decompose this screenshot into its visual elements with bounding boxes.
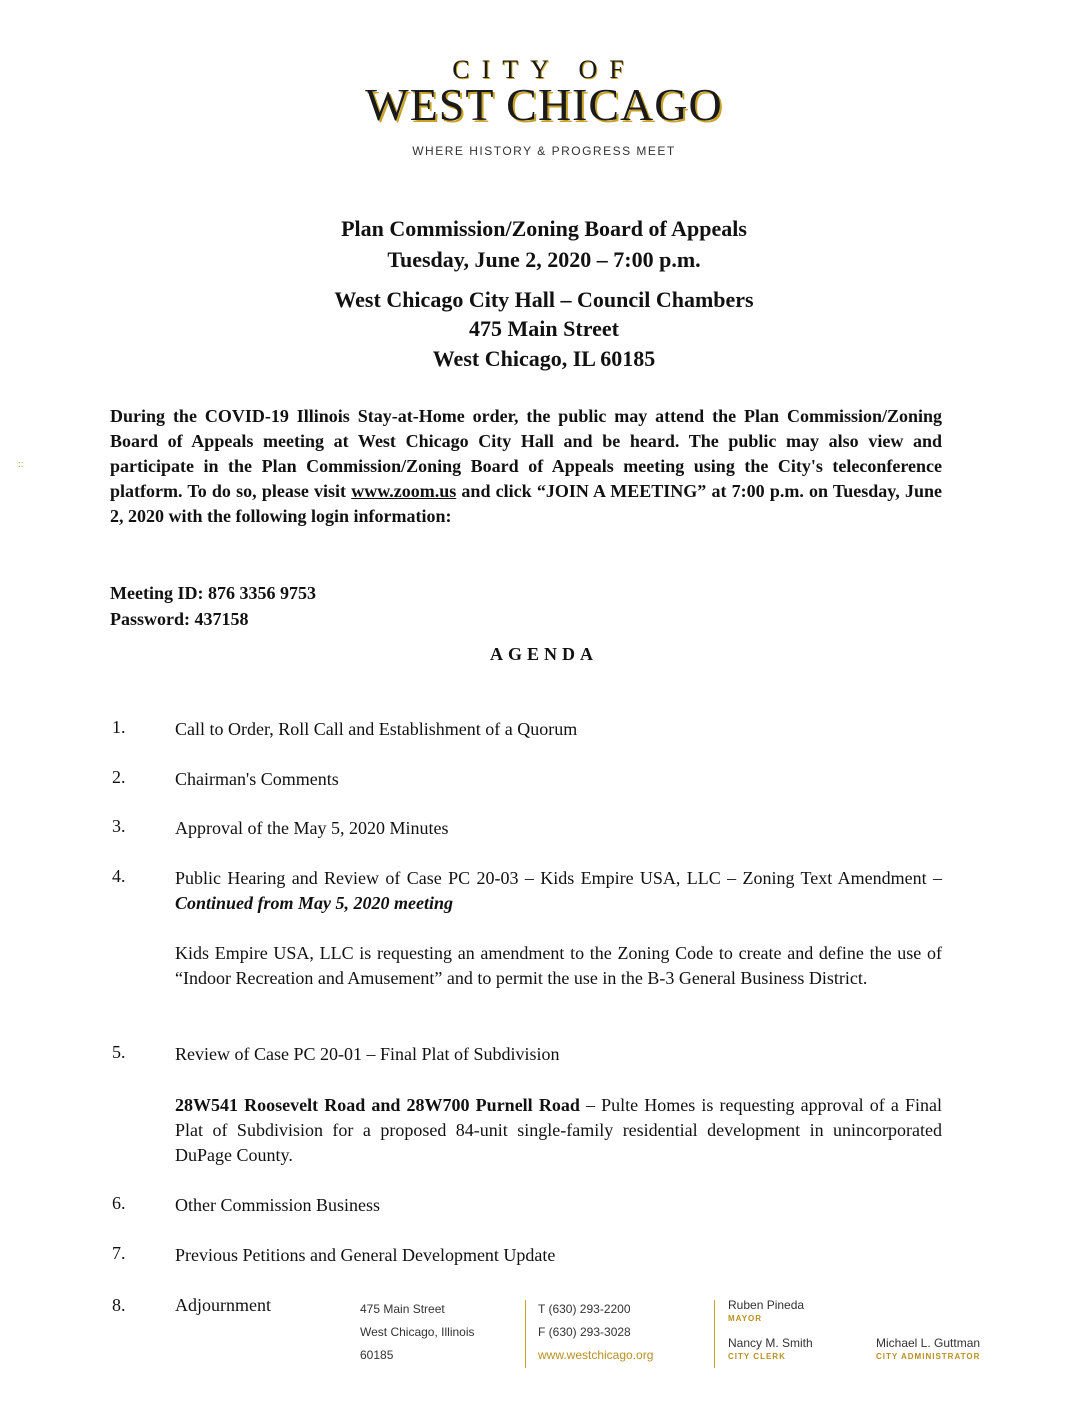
notice-text-after: and click “JOIN A MEETING” at 7:00 p.m. on Tuesday, June 2, 2020 with the following login information: bbox=[110, 481, 943, 526]
agenda-item-number: 7. bbox=[112, 1243, 126, 1263]
meeting-password: Password: 437158 bbox=[110, 609, 249, 629]
agenda-item-number: 4. bbox=[112, 866, 126, 886]
agenda-item-number: 5. bbox=[112, 1042, 126, 1062]
agenda-item-text: Adjournment bbox=[175, 1295, 271, 1315]
footer-website-link[interactable]: www.westchicago.org bbox=[538, 1348, 654, 1362]
footer-administrator bbox=[876, 1336, 980, 1364]
agenda-title: AGENDA bbox=[489, 644, 598, 664]
agenda-item-number: 8. bbox=[112, 1295, 126, 1315]
footer-contact bbox=[538, 1298, 653, 1367]
footer-address-line: West Chicago, Illinois bbox=[360, 1325, 475, 1339]
agenda-item-text bbox=[175, 866, 942, 916]
agenda-item-text: Chairman's Comments bbox=[175, 769, 339, 789]
footer-divider bbox=[525, 1300, 526, 1368]
clerk-name: Nancy M. Smith bbox=[728, 1336, 813, 1350]
agenda-item-text: Review of Case PC 20-01 – Final Plat of Subdivision bbox=[175, 1044, 560, 1064]
clerk-role: CITY CLERK bbox=[728, 1352, 786, 1361]
administrator-role: CITY ADMINISTRATOR bbox=[876, 1352, 981, 1361]
footer-divider bbox=[714, 1300, 715, 1368]
agenda-item-number: 3. bbox=[112, 816, 126, 836]
footer-address-line: 60185 bbox=[360, 1348, 394, 1362]
login-info bbox=[110, 580, 316, 632]
agenda-item-5-description: – Pulte Homes is requesting approval of a Final Plat of Subdivision for a proposed 84-unit single-family residential development in unincorporated DuPage County. bbox=[175, 1095, 942, 1165]
agenda-item-description: Kids Empire USA, LLC is requesting an amendment to the Zoning Code to create and define the use of “Indoor Recreation and Amusement” and to permit the use in the B-3 General Business District. bbox=[175, 943, 942, 988]
meeting-street: 475 Main Street bbox=[469, 316, 619, 341]
footer-officials bbox=[728, 1298, 813, 1364]
agenda-item-number: 6. bbox=[112, 1193, 126, 1213]
footer-address bbox=[360, 1298, 475, 1367]
zoom-link[interactable]: www.zoom.us bbox=[351, 481, 457, 501]
footer-fax: F (630) 293-3028 bbox=[538, 1325, 631, 1339]
mayor-role: MAYOR bbox=[728, 1314, 763, 1323]
scan-mark: :: bbox=[18, 459, 24, 470]
agenda-item-number: 2. bbox=[112, 767, 126, 787]
meeting-location: West Chicago City Hall – Council Chambers bbox=[334, 287, 754, 312]
agenda-item-text: Approval of the May 5, 2020 Minutes bbox=[175, 818, 449, 838]
meeting-datetime: Tuesday, June 2, 2020 – 7:00 p.m. bbox=[387, 247, 701, 272]
agenda-item-text: Other Commission Business bbox=[175, 1195, 381, 1215]
agenda-item-text: Call to Order, Roll Call and Establishment of a Quorum bbox=[175, 719, 578, 739]
logo-tagline: WHERE HISTORY & PROGRESS MEET bbox=[412, 144, 676, 158]
agenda-item-5-address: 28W541 Roosevelt Road and 28W700 Purnell Road bbox=[175, 1095, 580, 1115]
administrator-name: Michael L. Guttman bbox=[876, 1336, 981, 1350]
meeting-id: Meeting ID: 876 3356 9753 bbox=[110, 583, 316, 603]
footer-address-line: 475 Main Street bbox=[360, 1302, 445, 1316]
agenda-item-number: 1. bbox=[112, 717, 126, 737]
meeting-city: West Chicago, IL 60185 bbox=[432, 346, 656, 371]
mayor-name: Ruben Pineda bbox=[728, 1298, 805, 1312]
agenda-item-4-emphasis: Continued from May 5, 2020 meeting bbox=[175, 893, 454, 913]
agenda-item-description bbox=[175, 1093, 942, 1168]
footer-phone: T (630) 293-2200 bbox=[538, 1302, 631, 1316]
agenda-item-4-text: Public Hearing and Review of Case PC 20-03 – Kids Empire USA, LLC – Zoning Text Amendment – bbox=[175, 868, 942, 888]
notice-text-before: During the COVID-19 Illinois Stay-at-Home order, the public may attend the Plan Commission/Zoning Board of Appeals meeting at West Chicago City Hall and be heard. The public may also view and participate in the Plan Commission/Zoning Board of Appeals meeting using the City's teleconference platform. To do so, please visit bbox=[110, 406, 942, 501]
meeting-title: Plan Commission/Zoning Board of Appeals bbox=[341, 216, 747, 241]
logo-city-of: CITY OF bbox=[452, 55, 636, 84]
covid-notice bbox=[110, 404, 942, 529]
agenda-item-text: Previous Petitions and General Development Update bbox=[175, 1245, 556, 1265]
logo-city-name: WEST CHICAGO bbox=[365, 79, 723, 130]
